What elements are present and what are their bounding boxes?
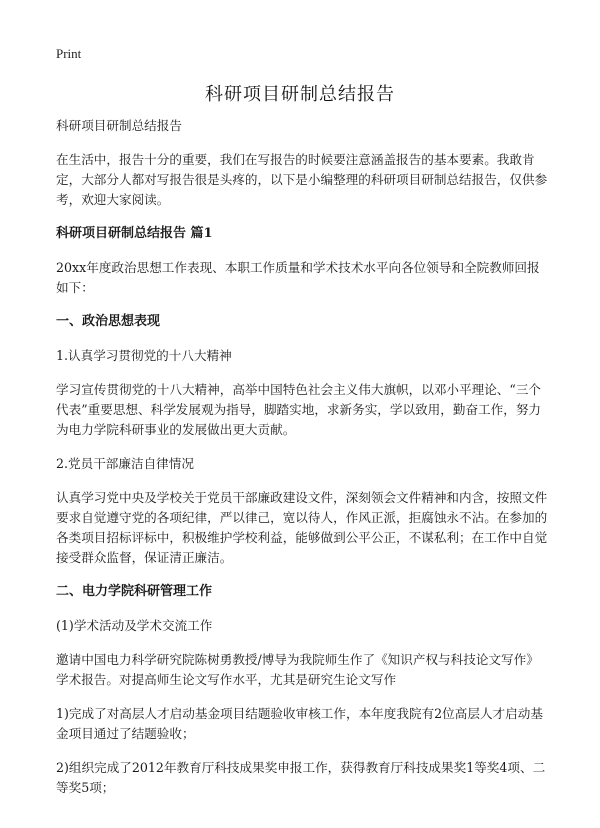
point-2: 2)组织完成了2012年教育厅科技成果奖申报工作，获得教育厅科技成果奖1等奖4项、二等奖5项； xyxy=(56,760,546,795)
opening-paragraph: 20xx年度政治思想工作表现、本职工作质量和学术技术水平向各位领导和全院教师回报如下： xyxy=(56,260,540,295)
heading-research-management: 二、电力学院科研管理工作 xyxy=(56,584,213,599)
heading-political: 一、政治思想表现 xyxy=(56,314,161,329)
item-2-title: 2.党员干部廉洁自律情况 xyxy=(56,456,194,471)
sub-1-title: (1)学术活动及学术交流工作 xyxy=(56,618,213,633)
sub-1-paragraph: 邀请中国电力科学研究院陈树勇教授/博导为我院师生作了《知识产权与科技论文写作》学术报告。对提高师生论文写作水平，尤其是研究生论文写作 xyxy=(56,652,539,687)
item-2-paragraph: 认真学习党中央及学校关于党员干部廉政建设文件，深刻领会文件精神和内含，按照文件要求自觉遵守党的各项纪律，严以律己，宽以待人，作风正派，拒腐蚀永不沾。在参加的各类项目招标评标中，积极维护学校利益，能够做到公平公正，不谋私利；在工作中自觉接受群众监督，保证清正廉洁。 xyxy=(56,490,548,565)
item-1-paragraph: 学习宣传贯彻党的十八大精神，高举中国特色社会主义伟大旗帜，以邓小平理论、“三个代表”重要思想、科学发展观为指导，脚踏实地，求新务实，学以致用，勤奋工作，努力为电力学院科研事业的发展做出更大贡献。 xyxy=(56,382,542,437)
print-label[interactable]: Print xyxy=(56,46,82,61)
point-1: 1)完成了对高层人才启动基金项目结题验收审核工作，本年度我院有2位高层人才启动基金项目通过了结题验收； xyxy=(56,706,543,741)
subtitle: 科研项目研制总结报告 xyxy=(56,118,182,133)
page-title: 科研项目研制总结报告 xyxy=(205,84,395,105)
intro-paragraph: 在生活中，报告十分的重要，我们在写报告的时候要注意涵盖报告的基本要素。我敢肯定，大部分人都对写报告很是头疼的，以下是小编整理的科研项目研制总结报告，仅供参考，欢迎大家阅读。 xyxy=(56,152,548,207)
item-1-title: 1.认真学习贯彻党的十八大精神 xyxy=(56,348,232,363)
document-body xyxy=(56,116,548,810)
section-title: 科研项目研制总结报告 篇1 xyxy=(56,226,213,241)
